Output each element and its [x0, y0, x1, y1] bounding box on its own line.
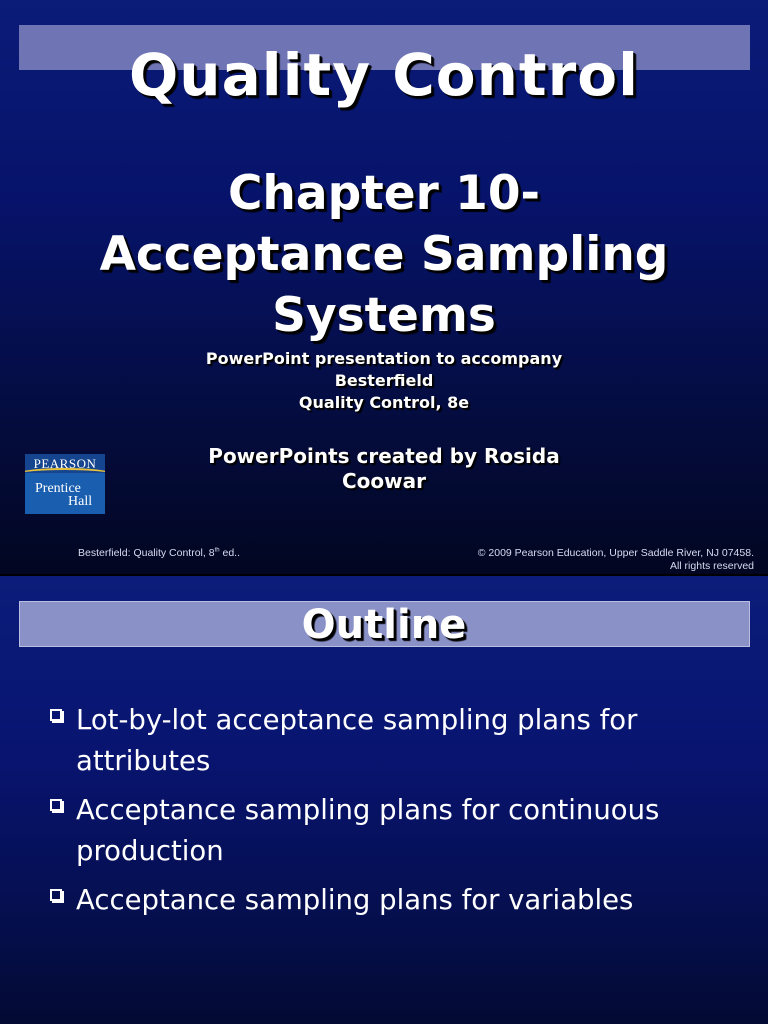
bullet-line: production	[76, 835, 224, 867]
list-item	[46, 700, 746, 782]
subtitle-line: Besterfield	[334, 371, 434, 390]
checkbox-bullet-icon	[50, 799, 62, 811]
footer-copyright	[478, 547, 754, 573]
bullet-line: attributes	[76, 745, 211, 777]
bullet-line: Lot-by-lot acceptance sampling plans for	[76, 704, 638, 736]
copyright-line: All rights reserved	[669, 560, 754, 572]
chapter-line: Systems	[272, 288, 496, 343]
list-item	[46, 880, 746, 921]
presentation-title: Quality Control	[129, 41, 639, 109]
creator-line: PowerPoints created by Rosida	[208, 444, 560, 468]
chapter-title	[40, 163, 728, 346]
checkbox-bullet-icon	[50, 889, 62, 901]
logo-swoosh	[25, 468, 105, 482]
creator-line: Coowar	[342, 469, 426, 493]
bullet-line: Acceptance sampling plans for continuous	[76, 794, 660, 826]
logo-line: Prentice	[35, 481, 81, 496]
outline-list	[46, 700, 746, 929]
chapter-line: Acceptance Sampling	[99, 227, 669, 282]
list-item	[46, 790, 746, 872]
footer-suffix: ed..	[219, 547, 241, 559]
checkbox-bullet-icon	[50, 709, 62, 721]
subtitle	[120, 348, 648, 414]
footer-book-title	[78, 547, 240, 559]
logo-brand: PEARSON	[25, 454, 105, 473]
copyright-line: © 2009 Pearson Education, Upper Saddle River, NJ 07458.	[477, 547, 754, 559]
bullet-line: Acceptance sampling plans for variables	[76, 884, 634, 916]
pearson-prentice-hall-logo	[25, 454, 105, 514]
chapter-line: Chapter 10-	[227, 166, 541, 221]
subtitle-line: PowerPoint presentation to accompany	[205, 349, 563, 368]
footer-text: Besterfield: Quality Control, 8	[78, 547, 215, 559]
footer-sup: th	[214, 547, 220, 554]
outline-title: Outline	[301, 602, 467, 648]
creator-credit	[150, 444, 618, 494]
logo-line: Hall	[68, 494, 93, 509]
subtitle-line: Quality Control, 8e	[298, 393, 470, 412]
